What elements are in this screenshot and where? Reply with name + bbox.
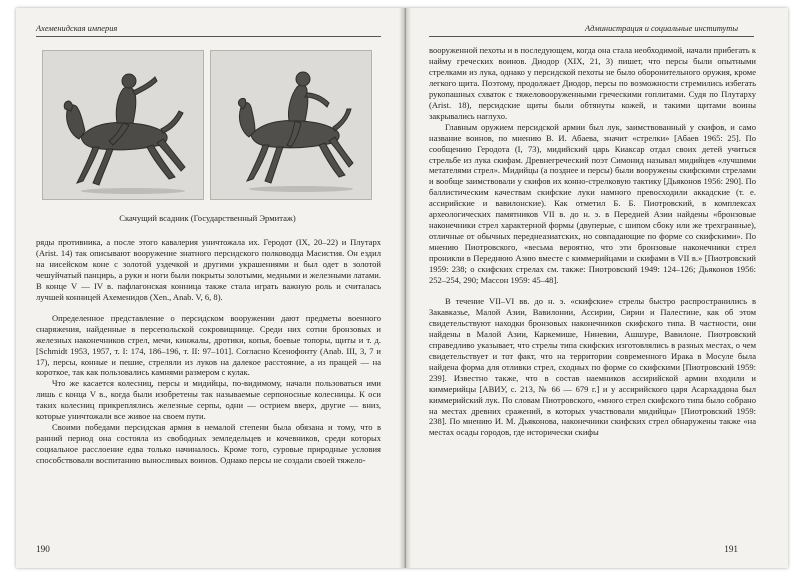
rider-statuette-side-icon bbox=[211, 51, 371, 199]
figure-horse-rider bbox=[42, 50, 372, 200]
running-head-right: Администрация и социальные институты bbox=[585, 24, 738, 33]
figure-caption: Скачущий всадник (Государственный Эрмитаж) bbox=[119, 213, 296, 223]
paragraph: вооруженной пехоты и в последующем, когда она стала необходимой, начали прибегать к найму греческих воинов. Диодор (XIX, 21, 3) пишет, что персы были опытными стрелками из лука, однако у персидской пехоты не было оборонительного оружия, кроме легкого щита. Поэтому, продолжает Диодор, персы по возможности стремились избегать рукопашных схваток с тяжеловооруженными греческими гоплитами. Судя по Плутарху (Arist. 18), персидские щиты были обтянуты кожей, и такими щитами воины закрывались наглухо. bbox=[429, 45, 756, 121]
paragraph: Главным оружием персидской армии был лук, заимствованный у скифов, и само название воинов, по мнению В. И. Абаева, значит «стрелки» [Абаев 1965: 25]. По сообщению Геродота (I, 73), мидийский царь Киаксар отдал своих детей учиться стрельбе из лука скифам. Древнегреческий поэт Симонид называл мидийцев «лучшими метателями стрел». Мидийцы (а позднее и персы) были вооружены скифскими стрелами и вообще заимствовали у скифов их конно-стрелковую тактику [Дьяконов 1956: 290]. По баллистическим качествам скифские луки намного превосходили аккадские (т. е. ассирийские и вавилонские). Как отметил Б. Б. Пиотровский, в комплексах археологических памятников VII в. до н. э. в Передней Азии найдены «бронзовые наконечники стрел характерной формы (двуперые, с шипом сбоку или же трехгранные), отличные от обычных переднеазиатских, но совпадающие по форме со скифскими». По мнению Пиотровского, «весьма вероятно, что эти бронзовые наконечники стрел проникли в Переднюю Азию вместе с киммерийцами и скифами в VII в.» [Пиотровский 1959: 238; о скифских стрелах см. также: Пиотровский 1949: 124–126; Дьяконов 1956: 252–254, 290; Массон 1959: 45–48]. bbox=[429, 121, 756, 286]
header-rule-right bbox=[429, 36, 754, 37]
left-page bbox=[16, 8, 399, 568]
header-rule-left bbox=[36, 36, 381, 37]
paragraph: В течение VII–VI вв. до н. э. «скифские» стрелы быстро распространились в Закавказье, Малой Азии, Вавилонии, Ассирии, Сирии и Палестине, как об этом свидетельствуют находки бронзовых наконечников скифского типа. В частности, они найдены в Малой Азии, Каркемише, Ниневии, Ашшуре, Вавилоне. Пиотровский справедливо указывает, что стрелы типа скифских изготовлялись в разных местах, о чем свидетельствует и тот факт, что на территории современного Ирака в Мосуле была найдена форма для отливки стрел, сходных по форме со скифскими [Пиотровский 1959: 239]. Известно также, что в состав наемников ассирийской армии входили и киммерийцы [АВИУ, с. 213, № 66 — 679 г.] и у ассирийского царя Асархаддона был киммерийский лук. По словам Пиотровского, «много стрел скифского типа было собрано на местах древних сражений, в которых участвовали мидийцы» [Пиотровский 1959: 238]. По мнению И. М. Дьяконова, наконечники скифских стрел обнаружены также «на местах осады городов, где исторически скифы bbox=[429, 295, 756, 438]
book-spine bbox=[399, 8, 411, 568]
rider-statuette-photo-side bbox=[210, 50, 372, 200]
running-head-left: Ахеменидская империя bbox=[36, 24, 118, 33]
right-page bbox=[411, 8, 788, 568]
left-body-text bbox=[36, 237, 381, 466]
page-number-left: 190 bbox=[36, 544, 50, 554]
page-number-right: 191 bbox=[724, 544, 738, 554]
paragraph: Определенное представление о персидском вооружении дают предметы военного снаряжения, найденные в персепольской сокровищнице. Среди них сотни бронзовых и железных наконечников стрел, мечи, кинжалы, дротики, копья, боевые топоры, щиты и т. д. [Schmidt 1953, 1957, т. I: 174, 186–196, т. II: 97–101]. Согласно Ксенофонту (Anab. III, 3, 7 и 17), персы, конные и пешие, стреляли из луков на далекое расстояние, а из пращей — на короткое, так как пользовались камнями размером с кулак. bbox=[36, 312, 381, 378]
paragraph: Своими победами персидская армия в немалой степени была обязана и тому, что в ранний период она состояла из свободных земледельцев и кочевников, среди которых социальное расслоение едва только начиналось. Кроме того, суровые природные условия способствовали воспитанию выносливых воинов. Однако персы не создали своей тяжело- bbox=[36, 422, 381, 466]
paragraph: ряды противника, а после этого кавалерия уничтожала их. Геродот (IX, 20–22) и Плутарх (Arist. 14) так описывают вооружение знатного персидского полководца Масистия. Он ездил на нисейском коне с золотой уздечкой и другими украшениями и был одет в золотой чешуйчатый панцирь, а руки и ноги были покрыты золотыми, медными и железными латами. В конце V — IV в. пафлагонская конница также стала играть важную роль и считалась лучшей конницей Ахеменидов (Xen., Anab. V, 6, 8). bbox=[36, 237, 381, 302]
rider-statuette-photo-front bbox=[42, 50, 204, 200]
right-body-text bbox=[429, 45, 756, 438]
rider-statuette-front-icon bbox=[43, 51, 203, 199]
book-spread bbox=[16, 8, 788, 568]
paragraph: Что же касается колесниц, персы и мидийцы, по-видимому, начали пользоваться ими лишь с конца V в., когда были изобретены так называемые серпоносные колесницы. К оси таких колесниц прикреплялись железные серпы, одни — острием вверх, другие — вниз, которые уничтожали все живое на своем пути. bbox=[36, 378, 381, 422]
